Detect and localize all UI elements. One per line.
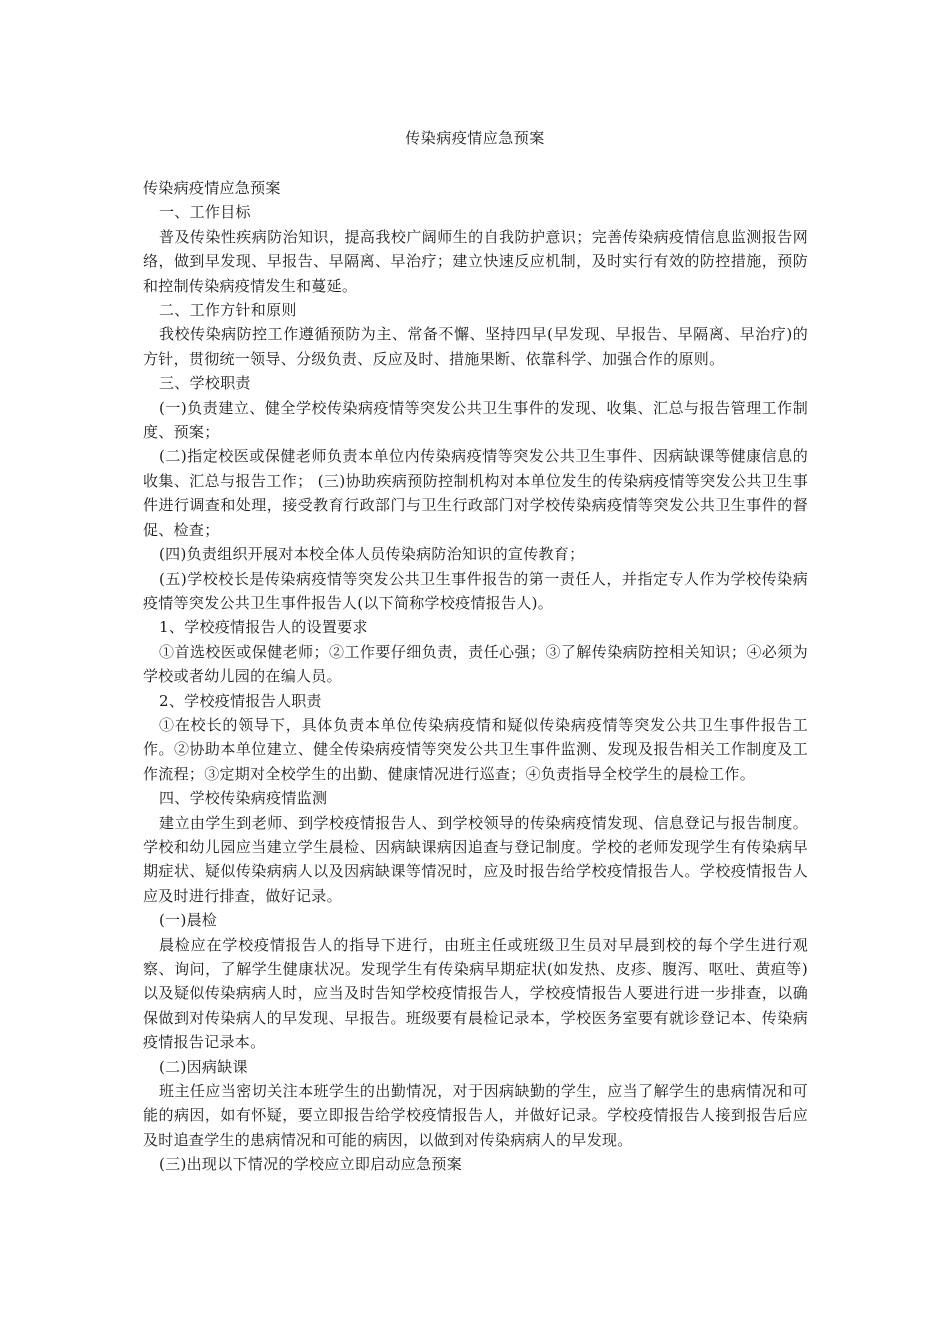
paragraph-duty-1: (一)负责建立、健全学校传染病疫情等突发公共卫生事件的发现、收集、汇总与报告管理工作制度、预案；	[143, 398, 808, 442]
subheading-morning-check: (一)晨检	[159, 911, 218, 930]
paragraph-reporter-requirements: ①首选校医或保健老师；②工作要仔细负责，责任心强；③了解传染病防控相关知识；④必须为学校或者幼儿园的在编人员。	[143, 642, 808, 686]
document-body	[143, 176, 808, 1177]
section-heading-principles: 二、工作方针和原则	[159, 301, 297, 320]
paragraph-sick-absence: 班主任应当密切关注本班学生的出勤情况，对于因病缺勤的学生，应当了解学生的患病情况和可能的病因，如有怀疑，要立即报告给学校疫情报告人，并做好记录。学校疫情报告人接到报告后应及时追查学生的患病情况和可能的病因，以做到对传染病病人的早发现。	[143, 1082, 808, 1149]
paragraph-principles: 我校传染病防控工作遵循预防为主、常备不懈、坚持四早(早发现、早报告、早隔离、早治疗)的方针，贯彻统一领导、分级负责、反应及时、措施果断、依靠科学、加强合作的原则。	[143, 325, 808, 368]
paragraph-work-goal: 普及传染性疾病防治知识，提高我校广阔师生的自我防护意识；完善传染病疫情信息监测报告网络，做到早发现、早报告、早隔离、早治疗；建立快速反应机制，及时实行有效的防控措施，预防和控制传染病疫情发生和蔓延。	[143, 227, 808, 295]
paragraph-monitoring: 建立由学生到老师、到学校疫情报告人、到学校领导的传染病疫情发现、信息登记与报告制度。学校和幼儿园应当建立学生晨检、因病缺课病因追查与登记制度。学校的老师发现学生有传染病早期症状、疑似传染病病人以及因病缺课等情况时，应及时报告给学校疫情报告人。学校疫情报告人应及时进行排查，做好记录。	[143, 813, 808, 905]
section-heading-monitoring: 四、学校传染病疫情监测	[159, 789, 328, 808]
paragraph-reporter-duties: ①在校长的领导下，具体负责本单位传染病疫情和疑似传染病疫情等突发公共卫生事件报告工作。②协助本单位建立、健全传染病疫情等突发公共卫生事件监测、发现及报告相关工作制度及工作流程；③定期对全校学生的出勤、健康情况进行巡查；④负责指导全校学生的晨检工作。	[143, 715, 808, 783]
subheading-reporter-duties: 2、学校疫情报告人职责	[159, 691, 322, 710]
paragraph-duty-5: (五)学校校长是传染病疫情等突发公共卫生事件报告的第一责任人，并指定专人作为学校传染病疫情等突发公共卫生事件报告人(以下简称学校疫情报告人)。	[143, 569, 808, 612]
section-heading-work-goal: 一、工作目标	[159, 203, 251, 222]
paragraph-duty-2-3: (二)指定校医或保健老师负责本单位内传染病疫情等突发公共卫生事件、因病缺课等健康信息的收集、汇总与报告工作； (三)协助疾病预防控制机构对本单位发生的传染病疫情等突发公共卫生事件进行调查和处理，接受教育行政部门与卫生行政部门对学校传染病疫情等突发公共卫生事件的督促、检查；	[143, 447, 808, 539]
paragraph-duty-4: (四)负责组织开展对本校全体人员传染病防治知识的宣传教育；	[159, 545, 585, 564]
document-title: 传染病疫情应急预案	[405, 129, 545, 147]
section-heading-school-duties: 三、学校职责	[159, 374, 251, 393]
body-heading: 传染病疫情应急预案	[143, 179, 281, 197]
subheading-reporter-requirements: 1、学校疫情报告人的设置要求	[159, 618, 368, 637]
paragraph-morning-check: 晨检应在学校疫情报告人的指导下进行，由班主任或班级卫生员对早晨到校的每个学生进行观察、询问，了解学生健康状况。发现学生有传染病早期症状(如发热、皮疹、腹泻、呕吐、黄疸等)以及疑似传染病病人时，应当及时告知学校疫情报告人，学校疫情报告人要进行进一步排查，以确保做到对传染病人的早发现、早报告。班级要有晨检记录本，学校医务室要有就诊登记本、传染病疫情报告记录本。	[143, 935, 808, 1052]
subheading-emergency-activation: (三)出现以下情况的学校应立即启动应急预案	[159, 1155, 463, 1174]
subheading-sick-absence: (二)因病缺课	[159, 1057, 248, 1076]
